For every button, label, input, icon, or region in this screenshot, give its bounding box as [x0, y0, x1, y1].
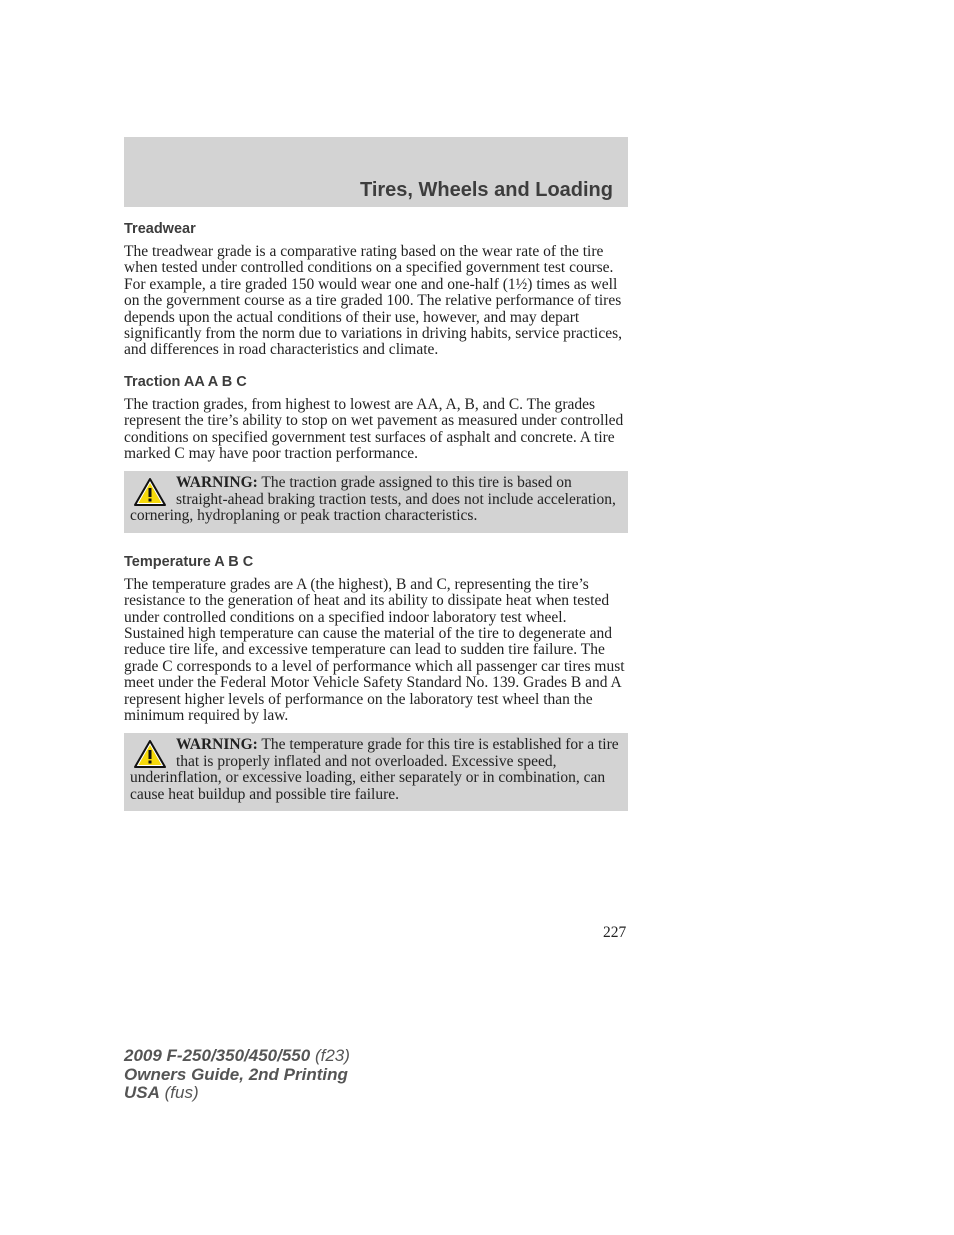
warning-label: WARNING: — [176, 474, 258, 492]
footer-line-region: USA (fus) — [124, 1083, 199, 1102]
section-heading-temperature: Temperature A B C — [124, 553, 254, 570]
warning-text: The traction grade assigned to this tire is based on straight-ahead braking traction tests, and does not include acceleration, cornering, hydroplaning or peak traction characteristics. — [130, 474, 616, 525]
section-heading-treadwear: Treadwear — [124, 221, 196, 237]
warning-label: WARNING: — [176, 736, 258, 754]
section-body-treadwear: The treadwear grade is a comparative rating based on the wear rate of the tire when tested under controlled conditions on a specified government test course. For example, a tire graded 150 would wear one and one-half (1½) times as well on the government course as a tire graded 100. The relative performance of tires depends upon the actual conditions of their use, however, and may depart significantly from the norm due to variations in driving habits, service practices, and differences in road characteristics and climate. — [124, 243, 623, 359]
section-body-traction: The traction grades, from highest to lowest are AA, A, B, and C. The grades represent the tire’s ability to stop on wet pavement as measured under controlled conditions on specified government test surfaces of asphalt and concrete. A tire marked C may have poor traction performance. — [124, 395, 624, 463]
warning-text: The temperature grade for this tire is established for a tire that is properly inflated and not overloaded. Excessive speed, underinflation, or excessive loading, either separately or in combination, can cause heat buildup and possible tire failure. — [130, 736, 619, 803]
warning-triangle-icon — [133, 477, 167, 507]
warning-triangle-icon — [133, 739, 167, 769]
section-body-temperature: The temperature grades are A (the highest), B and C, representing the tire’s resistance to the generation of heat and its ability to dissipate heat when tested under controlled conditions on a specified indoor laboratory test wheel. Sustained high temperature can cause the material of the tire to degenerate and reduce tire life, and excessive temperature can lead to sudden tire failure. The grade C corresponds to a level of performance which all passenger car tires must meet under the Federal Motor Vehicle Safety Standard No. 139. Grades B and A represent higher levels of performance on the laboratory test wheel than the minimum required by law. — [124, 575, 625, 724]
page-content — [124, 220, 628, 811]
chapter-title: Tires, Wheels and Loading — [359, 179, 613, 201]
section-heading-traction: Traction AA A B C — [124, 373, 247, 390]
footer-line-model: 2009 F-250/350/450/550 (f23) — [124, 1046, 350, 1065]
page-number: 227 — [603, 924, 627, 941]
warning-box-temperature — [124, 733, 628, 811]
chapter-header-band — [124, 137, 628, 207]
footer-line-guide: Owners Guide, 2nd Printing — [124, 1064, 348, 1084]
document-footer — [124, 1047, 350, 1103]
warning-box-traction — [124, 471, 628, 532]
